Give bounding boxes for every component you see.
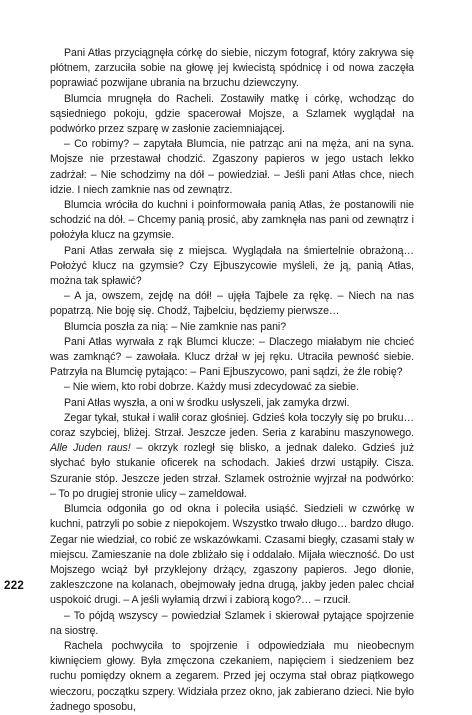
body-text — [50, 46, 414, 715]
paragraph: Pani Atłas zerwała się z miejsca. Wyglądała na śmiertelnie obrażoną… Położyć klucz na gzymsie? Czy Ejbuszycowie myśleli, że ją, panią Atłas, można tak spławić? — [50, 244, 414, 288]
paragraph: Blumcia wróciła do kuchni i poinformowała panią Atłas, że postanowili nie schodzić na dół. – Chcemy panią prosić, aby zamknęła nas pani od zewnątrz i położyła klucz na gzymsie. — [50, 199, 414, 242]
paragraph: Rachela pochwyciła to spojrzenie i odpowiedziała mu nieobecnym kiwnięciem głowy. Była zmęczona czekaniem, napięciem i siedzeniem bez ruchu pomiędzy oknem a zegarem. Przed jej oczyma stał obraz piątkowego wieczoru, początku szpery. Widziała przez okno, jak zabierano dzieci. Nie było żadnego sposobu, — [50, 639, 414, 713]
paragraph: Zegar tykał, stukał i walił coraz głośniej. Gdzieś koła toczyły się po bruku… coraz szybciej, bliżej. Strzał. Jeszcze jeden. Seria z karabinu maszynowego. Alle Juden raus! – okrzyk rozległ się blisko, a jednak daleko. Gdzieś już słychać było stukanie oficerek na schodach. Jakieś drzwi ustąpiły. Cisza. Szuranie stóp. Jeszcze jeden strzał. Szlamek ostrożnie wyjrzał na podwórko: – To po drugiej stronie ulicy – zameldował. — [50, 411, 414, 500]
paragraph: Pani Atłas wyrwała z rąk Blumci klucze: – Dlaczego miałabym nie chcieć was zamknąć? – zawołała. Klucz drżał w jej ręku. Utraciła pewność siebie. Patrzyła na Blumcię pytająco: – Pani Ejbuszycowo, pani sądzi, że źle robię? — [50, 335, 414, 379]
paragraph: Blumcia poszła za nią: – Nie zamknie nas pani? — [64, 320, 287, 333]
paragraph: – A ja, owszem, zejdę na dół! – ujęła Tajbele za rękę. – Niech na nas popatrzą. Nie boję się. Chodź, Tajbelciu, będziemy pierwsze… — [50, 290, 414, 318]
paragraph: Pani Atłas wyszła, a oni w środku usłyszeli, jak zamyka drzwi. — [64, 396, 350, 409]
paragraph: Pani Atłas przyciągnęła córkę do siebie, niczym fotograf, który zakrywa się płótnem, zarzuciła sobie na głowę jej kwiecistą spódnicę i od nowa zaczęła poprawiać pozwijane ubrania na brzuchu dziewczyny. — [50, 47, 414, 90]
paragraph: – To pójdą wszyscy – powiedział Szlamek i skierował pytające spojrzenie na siostrę. — [50, 609, 414, 637]
paragraph: Blumcia mrugnęła do Racheli. Zostawiły matkę i córkę, wchodząc do sąsiedniego pokoju, gdzie spacerował Mojsze, a Szlamek wyglądał na podwórko przez szparę w zasłonie zaciemniającej. — [50, 92, 414, 136]
paragraph: – Co robimy? – zapytała Blumcia, nie patrząc ani na męża, ani na syna. Mojsze nie przestawał chodzić. Zgaszony papieros w jego ustach lekko zadrżał: – Nie schodzimy na dół – powiedział. – Jeśli pani Atłas chce, niech idzie. I niech zamknie nas od zewnątrz. — [50, 138, 414, 196]
paragraph: – Nie wiem, kto robi dobrze. Każdy musi zdecydować za siebie. — [64, 381, 359, 394]
italic-phrase: Alle Juden raus! — [50, 442, 131, 455]
page-number: 222 — [4, 580, 25, 592]
paragraph: Blumcia odgoniła go od okna i poleciła usiąść. Siedzieli w czwórkę w kuchni, patrzyli po sobie z niepokojem. Wszystko trwało długo… bardzo długo. Zegar nie wiedział, co robić ze wskazówkami. Czasami biegły, czasami stały w miejscu. Zamieszanie na dole zbliżało się i oddalało. Mijała wieczność. Do ust Mojszego wciąż był przyklejony drżący, zgaszony papieros. Jego dłonie, zakleszczone na kolanach, obejmowały jedna drugą, jakby jeden palec chciał uspokoić drugi. – A jeśli wyłamią drzwi i zabiorą kogo?… – rzucił. — [50, 503, 414, 607]
